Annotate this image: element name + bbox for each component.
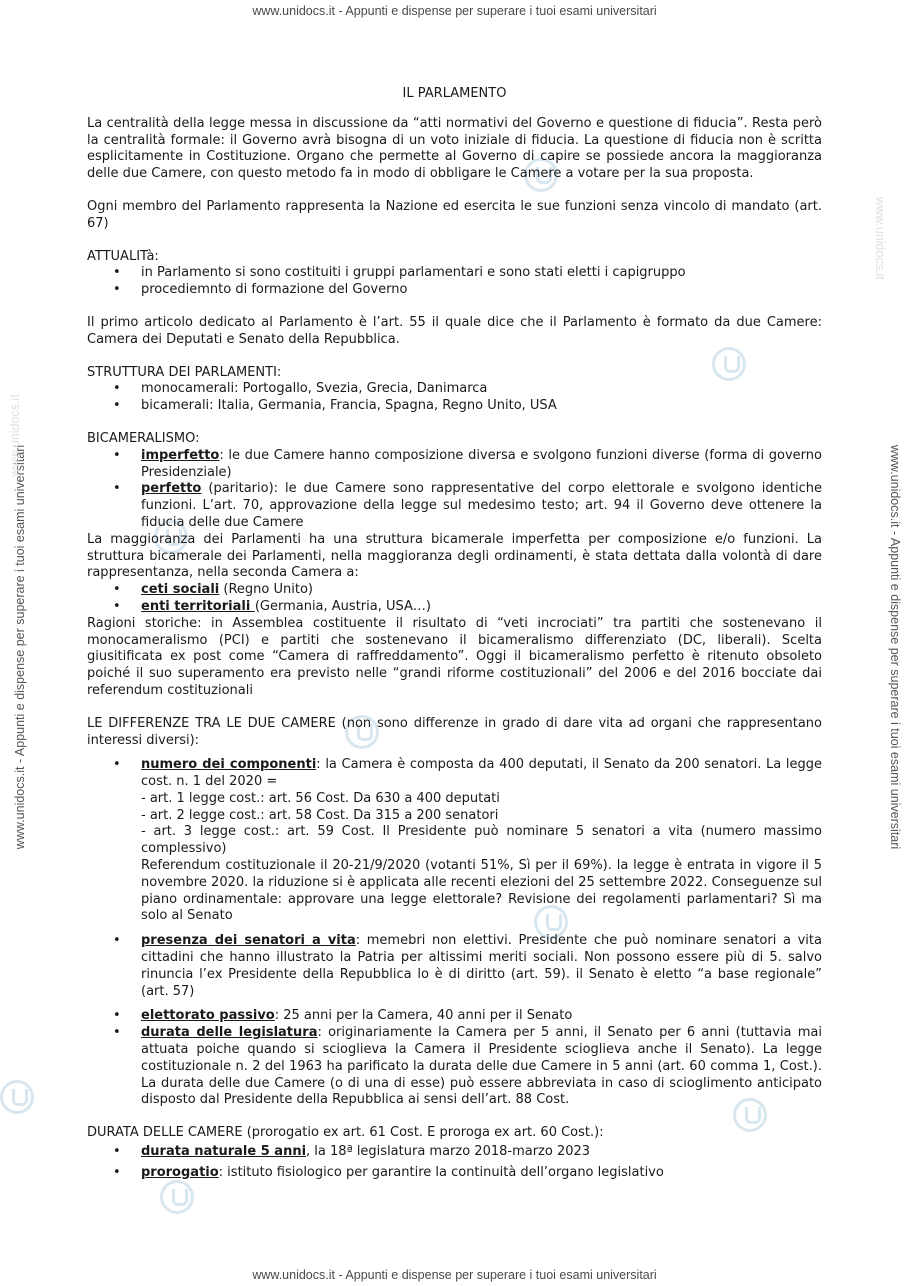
list-item: • enti territoriali (Germania, Austria, USA…)	[87, 599, 822, 616]
left-side-watermark: www.unidocs.it - Appunti e dispense per superare i tuoi esami universitari	[13, 444, 27, 850]
sub-line: - art. 3 legge cost.: art. 59 Cost. Il Presidente può nominare 5 senatori a vita (numero massimo complessivo)	[141, 824, 822, 857]
term: enti territoriali	[141, 598, 255, 614]
intro-paragraph-2: Ogni membro del Parlamento rappresenta la Nazione ed esercita le sue funzioni senza vincolo di mandato (art. 67)	[87, 198, 822, 231]
rappresentanza-list	[87, 582, 822, 616]
unidocs-logo-icon	[160, 1180, 194, 1214]
list-item: • in Parlamento si sono costituiti i gruppi parlamentari e sono stati eletti i capigruppo	[87, 265, 822, 282]
term: prorogatio	[141, 1164, 219, 1180]
list-item: • durata naturale 5 anni, la 18ª legislatura marzo 2018-marzo 2023	[87, 1144, 822, 1161]
durata-camere-heading: DURATA DELLE CAMERE (prorogatio ex art. 61 Cost. E proroga ex art. 60 Cost.):	[87, 1125, 604, 1141]
list-item: • imperfetto: le due Camere hanno composizione diversa e svolgono funzioni diverse (forma di governo Presidenziale)	[87, 448, 822, 482]
right-faint-watermark: www.unidocs.it	[873, 197, 887, 280]
list-item: • ceti sociali (Regno Unito)	[87, 582, 822, 599]
list-item: • durata delle legislatura: originariamente la Camera per 5 anni, il Senato per 6 anni (tuttavia mai attuata poiche quando si scioglieva la Camera il Presidente scioglieva anche il Senato). La legge costituzionale n. 2 del 1963 ha parificato la durata delle due Camere in 5 anni (art. 60 comma 1, Cost.). La durata delle due Camere (o di una di esse) può essere abbreviata in caso di scioglimento anticipato disposto dal Presidente della Repubblica ai sensi dell’art. 88 Cost.	[87, 1025, 822, 1109]
sub-line: - art. 2 legge cost.: art. 58 Cost. Da 315 a 200 senatori	[141, 807, 499, 823]
term: imperfetto	[141, 447, 220, 463]
list-item: • procediemnto di formazione del Governo	[87, 282, 822, 299]
ragioni-paragraph: Ragioni storiche: in Assemblea costituente il risultato di “veti incrociati” tra partiti che sostenevano il monocameralismo (PCI) e partiti che sostenevano il bicameralismo differenziato (DC, liberali). Scelta giusitificata ex post come “Camera di raffreddamento”. Oggi il bicameralismo perfetto è ritenuto obsoleto poiché il suo superamento era previsto nelle “grandi riforme costituzionali” del 2006 e del 2016 bocciate dai referendum costituzionali	[87, 615, 822, 698]
sub-line: - art. 1 legge cost.: art. 56 Cost. Da 630 a 400 deputati	[141, 790, 500, 806]
list-item: • perfetto (paritario): le due Camere sono rappresentative del corpo elettorale e svolgono identiche funzioni. L’art. 70, approvazione della legge sul medesimo testo; art. 94 il Governo deve ottenere la fiducia delle due Camere	[87, 481, 822, 531]
term: perfetto	[141, 481, 202, 497]
list-item: • presenza dei senatori a vita: memebri non elettivi. Presidente che può nominare senatori a vita cittadini che hanno illustrato la Patria per altissimi meriti sociali. Non possono essere più di 5. salvo rinuncia l’ex Presidente della Repubblica lo è di diritto (art. 59). il Senato è eletto “a base regionale” (art. 57)	[87, 933, 822, 1000]
bicameralismo-heading: BICAMERALISMO:	[87, 430, 200, 446]
term: numero dei componenti	[141, 757, 317, 773]
list-item: • elettorato passivo: 25 anni per la Camera, 40 anni per il Senato	[87, 1008, 822, 1025]
left-faint-watermark: www.unidocs.it	[8, 394, 22, 477]
struttura-heading: STRUTTURA DEI PARLAMENTI:	[87, 364, 282, 380]
list-item: • prorogatio: istituto fisiologico per garantire la continuità dell’organo legislativo	[87, 1165, 822, 1182]
footer-watermark: www.unidocs.it - Appunti e dispense per superare i tuoi esami universitari	[252, 1268, 657, 1282]
struttura-list	[87, 381, 822, 415]
maggioranza-paragraph: La maggioranza dei Parlamenti ha una struttura bicamerale imperfetta per composizione e/o funzioni. La struttura bicamerale dei Parlamenti, nella maggioranza degli ordinamenti, è stata dettata dalla volontà di dare rappresentanza, nella seconda Camera a:	[87, 531, 822, 581]
term: ceti sociali	[141, 582, 220, 598]
intro-paragraph: La centralità della legge messa in discussione da “atti normativi del Governo e questione di fiducia”. Resta però la centralità formale: il Governo avrà bisogna di un voto iniziale di fiducia. La questione di fiducia non è scritta esplicitamente in Costituzione. Organo che permette al Governo di capire se possiede ancora la maggioranza delle due Camere, con questo metodo fa in modo di obbligare le Camere a votare per la sua proposta.	[87, 115, 822, 182]
unidocs-logo-icon	[0, 1080, 34, 1114]
term: elettorato passivo	[141, 1008, 275, 1024]
differenze-heading: LE DIFFERENZE TRA LE DUE CAMERE (non sono differenze in grado di dare vita ad organi che rappresentano interessi diversi):	[87, 715, 822, 748]
bicameralismo-list	[87, 448, 822, 532]
durata-camere-list	[87, 1144, 822, 1182]
term: durata delle legislatura	[141, 1025, 318, 1041]
primo-articolo-paragraph: Il primo articolo dedicato al Parlamento è l’art. 55 il quale dice che il Parlamento è formato da due Camere: Camera dei Deputati e Senato della Repubblica.	[87, 314, 822, 347]
attualita-list	[87, 265, 822, 299]
list-item: • monocamerali: Portogallo, Svezia, Grecia, Danimarca	[87, 381, 822, 398]
list-item: • bicamerali: Italia, Germania, Francia, Spagna, Regno Unito, USA	[87, 398, 822, 415]
document-body	[87, 86, 822, 1182]
header-watermark: www.unidocs.it - Appunti e dispense per superare i tuoi esami universitari	[252, 4, 657, 18]
page-title: IL PARLAMENTO	[402, 86, 507, 101]
right-side-watermark: www.unidocs.it - Appunti e dispense per superare i tuoi esami universitari	[888, 444, 902, 850]
attualita-heading: ATTUALITà:	[87, 248, 159, 264]
term: durata naturale 5 anni	[141, 1144, 307, 1160]
differenze-list	[87, 757, 822, 1109]
term: presenza dei senatori a vita	[141, 933, 356, 949]
list-item: • numero dei componenti: la Camera è composta da 400 deputati, il Senato da 200 senatori. La legge cost. n. 1 del 2020 = - art. 1 legge cost.: art. 56 Cost. Da 630 a 400 deputati - art. 2 legge cost.: art. 58 Cost. Da 315 a 200 senatori - art. 3 legge cost.: art. 59 Cost. Il Presidente può nominare 5 senatori a vita (numero massimo complessivo) Referendum costituzionale il 20-21/9/2020 (votanti 51%, Sì per il 69%). la legge è entrata in vigore il 5 novembre 2020. la riduzione si è applicata alle recenti elezioni del 25 settembre 2022. Conseguenze sul piano ordinamentale: approvare una legge elettorale? Revisione dei regolamenti parlamentari? Sì ma solo al Senato	[87, 757, 822, 925]
referendum-text: Referendum costituzionale il 20-21/9/2020 (votanti 51%, Sì per il 69%). la legge è entrata in vigore il 5 novembre 2020. la riduzione si è applicata alle recenti elezioni del 25 settembre 2022. Conseguenze sul piano ordinamentale: approvare una legge elettorale? Revisione dei regolamenti parlamentari? Sì ma solo al Senato	[141, 858, 822, 924]
